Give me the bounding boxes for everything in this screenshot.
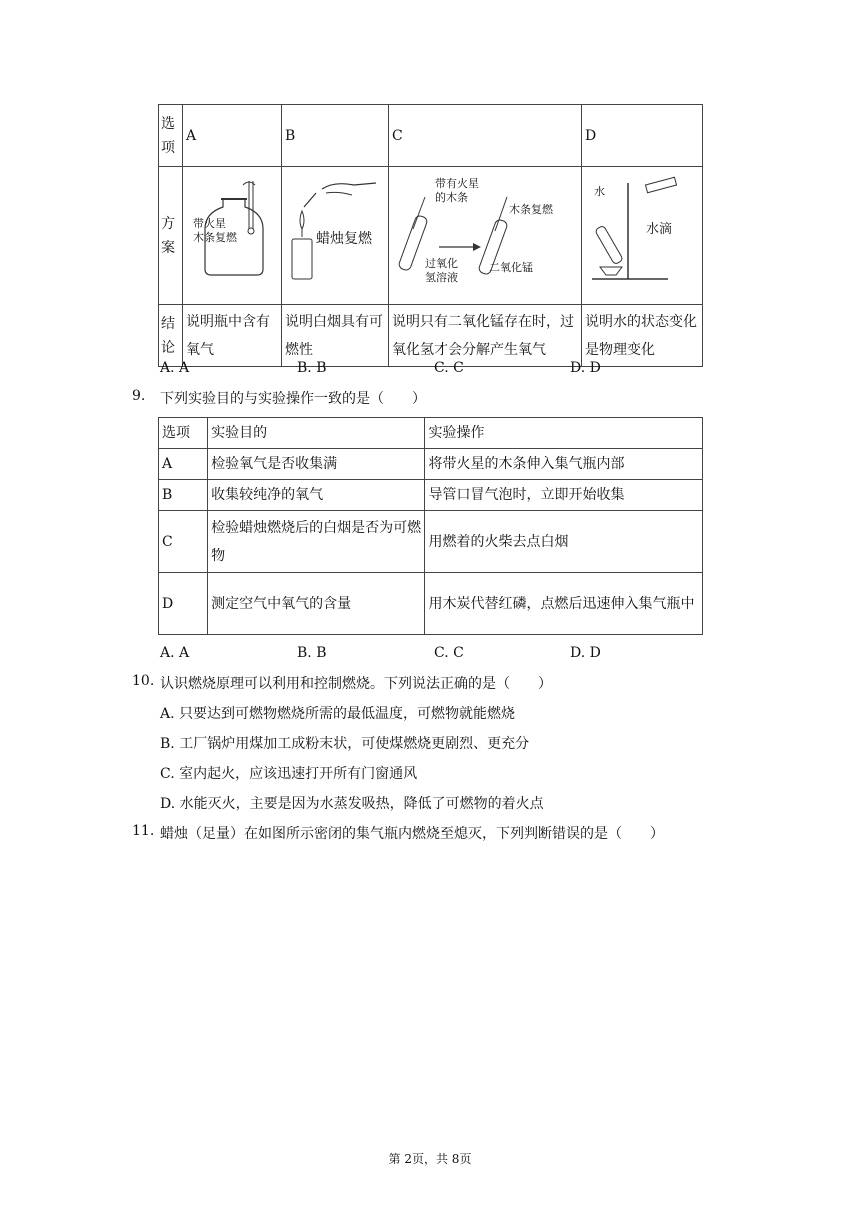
candle-relight-illustration (282, 167, 388, 293)
q8-option-d[interactable]: D. D (570, 360, 601, 376)
q9-row-b-op: 导管口冒气泡时，立即开始收集 (425, 480, 703, 511)
q11-stem: 蜡烛（足量）在如图所示密闭的集气瓶内燃烧至熄灭，下列判断错误的是（ ） (160, 826, 664, 842)
q8-scheme-label: 方案 (159, 167, 183, 305)
d-label-2: 水滴 (646, 222, 673, 237)
q9-number: 9. (132, 388, 146, 404)
q9-row-a-op: 将带火星的木条伸入集气瓶内部 (425, 449, 703, 480)
q9-header-option: 选项 (159, 418, 208, 449)
q9-table (158, 417, 703, 635)
bottle-splint-illustration (183, 167, 281, 293)
q8-scheme-a (183, 167, 282, 305)
q8-option-a[interactable]: A. A (160, 360, 190, 376)
q9-header-goal: 实验目的 (208, 418, 425, 449)
c-label-6: 二氧化锰 (489, 261, 533, 274)
q8-scheme-d (582, 167, 703, 305)
q10-stem: 认识燃烧原理可以利用和控制燃烧。下列说法正确的是（ ） (160, 676, 552, 692)
q9-row-c-goal: 检验蜡烛燃烧后的白烟是否为可燃物 (208, 511, 425, 573)
q8-conclusion-b: 说明白烟具有可燃性 (282, 305, 389, 367)
catalyst-tubes-illustration (389, 167, 581, 293)
q9-header-op: 实验操作 (425, 418, 703, 449)
q9-row-b-option: B (159, 480, 208, 511)
q8-table (158, 104, 703, 367)
q8-header-c: C (389, 105, 582, 167)
q9-row-a-option: A (159, 449, 208, 480)
q8-conclusion-a: 说明瓶中含有氧气 (183, 305, 282, 367)
q10-choice-d[interactable]: D. 水能灭火，主要是因为水蒸发吸热，降低了可燃物的着火点 (160, 796, 544, 812)
q10-choice-b[interactable]: B. 工厂锅炉用煤加工成粉末状，可使煤燃烧更剧烈、更充分 (160, 736, 530, 752)
bottle-label-1: 带火星 (193, 217, 226, 230)
q9-stem: 下列实验目的与实验操作一致的是（ ） (160, 391, 426, 407)
q9-row-d-goal: 测定空气中氧气的含量 (208, 573, 425, 635)
d-label-1: 水 (594, 185, 605, 198)
q8-header-b: B (282, 105, 389, 167)
q8-conclusion-label: 结论 (159, 305, 183, 367)
q9-row-b-goal: 收集较纯净的氧气 (208, 480, 425, 511)
page-footer: 第 2页，共 8页 (388, 1152, 472, 1166)
q8-conclusion-c: 说明只有二氧化锰存在时，过氧化氢才会分解产生氧气 (389, 305, 582, 367)
q9-row-d-option: D (159, 573, 208, 635)
water-heating-illustration (582, 167, 702, 293)
q8-header-a: A (183, 105, 282, 167)
q9-row-d-op: 用木炭代替红磷，点燃后迅速伸入集气瓶中 (425, 573, 703, 635)
q8-conclusion-d: 说明水的状态变化是物理变化 (582, 305, 703, 367)
q8-option-c[interactable]: C. C (434, 360, 464, 376)
q10-choice-c[interactable]: C. 室内起火，应该迅速打开所有门窗通风 (160, 766, 418, 782)
q8-scheme-c (389, 167, 582, 305)
candle-label: 蜡烛复燃 (316, 231, 372, 247)
q9-option-c[interactable]: C. C (434, 645, 464, 661)
q9-row-a-goal: 检验氧气是否收集满 (208, 449, 425, 480)
q10-number: 10. (132, 673, 155, 689)
q8-option-b[interactable]: B. B (297, 360, 327, 376)
c-label-4: 过氧化 (425, 257, 458, 270)
q8-header-d: D (582, 105, 703, 167)
c-label-2: 的木条 (435, 191, 468, 204)
c-label-5: 氢溶液 (425, 271, 458, 284)
q9-row-c-option: C (159, 511, 208, 573)
q9-option-d[interactable]: D. D (570, 645, 601, 661)
q8-scheme-b (282, 167, 389, 305)
c-label-3: 木条复燃 (509, 203, 553, 216)
bottle-label-2: 木条复燃 (193, 231, 237, 244)
q11-number: 11. (132, 823, 155, 839)
q9-row-c-op: 用燃着的火柴去点白烟 (425, 511, 703, 573)
q9-option-b[interactable]: B. B (297, 645, 327, 661)
q10-choice-a[interactable]: A. 只要达到可燃物燃烧所需的最低温度，可燃物就能燃烧 (160, 706, 516, 722)
q8-header-label: 选项 (159, 105, 183, 167)
q9-option-a[interactable]: A. A (160, 645, 190, 661)
c-label-1: 带有火星 (435, 177, 479, 190)
